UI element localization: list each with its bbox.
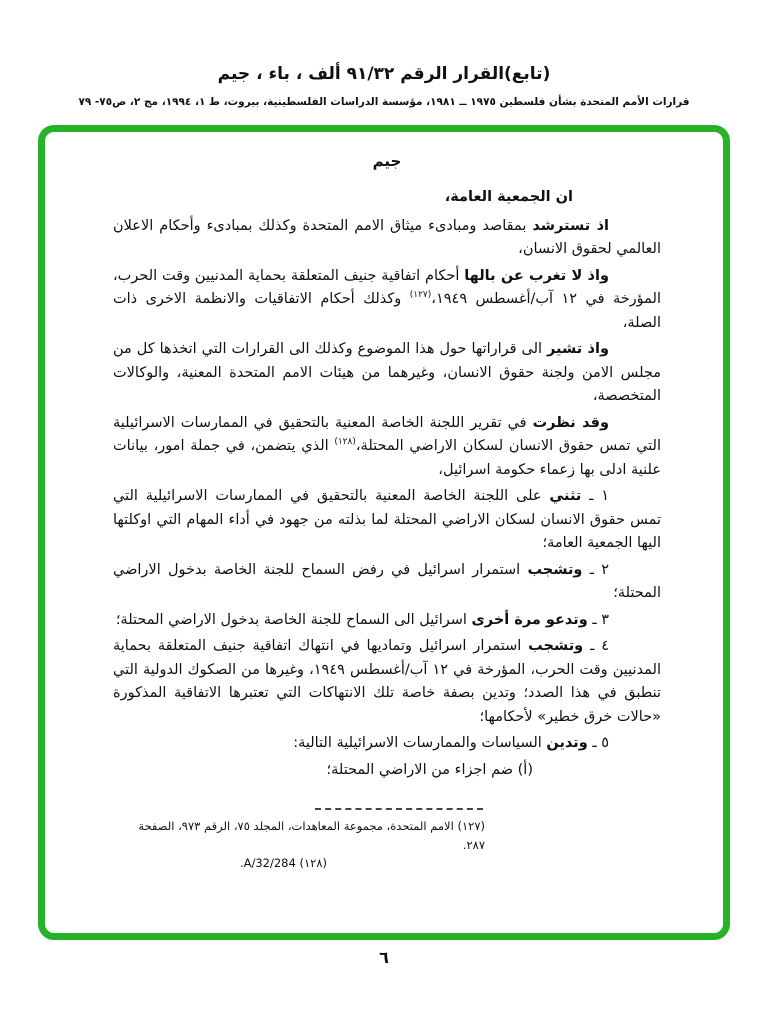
paragraph-lead: وتشجب <box>527 561 583 578</box>
paragraph-lead: اذ تسترشد <box>532 217 610 234</box>
footnote-separator <box>315 808 483 810</box>
paragraph-text: في تقرير اللجنة الخاصة المعنية بالتحقيق في الممارسات الاسرائيلية التي تمس حقوق الانسان لسكان الاراضي المحتلة، <box>113 414 661 454</box>
paragraph <box>113 186 661 210</box>
numbered-paragraph-2 <box>113 559 661 606</box>
paragraph-text: استمرار اسرائيل في رفض السماح للجنة الخاصة بدخول الاراضي المحتلة؛ <box>113 561 661 601</box>
numbered-paragraph-1 <box>113 485 661 556</box>
paragraph-lead: وتشجب <box>528 638 584 654</box>
numbered-paragraph-4 <box>113 635 661 729</box>
sub-item-a: (أ) ضم اجزاء من الاراضي المحتلة؛ <box>326 761 533 778</box>
section-heading: جيم <box>372 152 402 170</box>
paragraph-text: الى قراراتها حول هذا الموضوع وكذلك الى القرارات التي اتخذها كل من مجلس الامن ولجنة حقوق الانسان، وغيرهما من هيئات الامم المتحدة المعنية، والوكالات المتخصصة، <box>113 341 661 404</box>
paragraph-number: ٢ ـ <box>582 561 609 578</box>
paragraph-lead: وتدين <box>546 735 588 751</box>
paragraph-text: على اللجنة الخاصة المعنية بالتحقيق في الممارسات الاسرائيلية التي تمس حقوق الانسان لسكان الاراضي المحتلة لما بذلته من جهود في أداء المهام التي اوكلتها اليها الجمعية العامة؛ <box>113 488 661 551</box>
paragraph-lead: تثني <box>549 488 582 504</box>
footnote-ref-127: (١٢٧) <box>409 290 432 301</box>
paragraph-number: ٣ ـ <box>587 611 609 628</box>
paragraph-lead: وتدعو مرة أخرى <box>471 611 588 628</box>
paragraph-text: الذي يتضمن، في جملة امور، بيانات علنية ادلى بها زعماء حكومة اسرائيل، <box>113 438 661 478</box>
paragraph-lead: واذ لا تغرب عن بالها <box>464 267 609 284</box>
paragraph-text: أحكام اتفاقية جنيف المتعلقة بحماية المدنيين وقت الحرب، المؤرخة في ١٢ آب/أغسطس ١٩٤٩، <box>113 267 661 307</box>
paragraph-text: السياسات والممارسات الاسرائيلية التالية: <box>293 735 547 751</box>
source-citation-line: قرارات الأمم المتحدة بشأن فلسطين ١٩٧٥ ــ ١٩٨١، مؤسسة الدراسات الفلسطينية، بيروت، ط ١، ١٩٩٤، مج ٢، ص٧٥- ٧٩ <box>78 96 690 108</box>
page-number: ٦ <box>379 948 389 967</box>
footnote-128: (١٢٨) A/32/284. <box>239 856 327 870</box>
paragraph-lead: ان الجمعية العامة، <box>444 189 573 205</box>
paragraph-text: استمرار اسرائيل وتماديها في انتهاك اتفاقية جنيف المتعلقة بحماية المدنيين وقت الحرب، المؤرخة في ١٢ آب/أغسطس ١٩٤٩، وغيرها من الصكوك الدولية التي تنطبق في هذا الصدد؛ وتدين بصفة خاصة تلك الانتهاكات التي تعتبرها الاتفاقية المذكورة «حالات خرق خطير» لأحكامها؛ <box>113 638 661 725</box>
paragraph <box>113 215 661 262</box>
paragraph-lead: وقد نظرت <box>532 414 610 431</box>
paragraph-text: اسرائيل الى السماح للجنة الخاصة بدخول الاراضي المحتلة؛ <box>115 611 472 628</box>
paragraph <box>113 265 661 336</box>
highlight-border-box <box>38 125 730 940</box>
paragraph-text: بمقاصد ومبادىء ميثاق الامم المتحدة وكذلك بمبادىء وأحكام الاعلان العالمي لحقوق الانسان، <box>113 217 661 257</box>
footnotes-block <box>113 808 485 873</box>
paragraph <box>113 412 661 483</box>
paragraph-text: وكذلك أحكام الاتفاقيات والانظمة الاخرى ذات الصلة، <box>113 291 661 331</box>
footnote-127: (١٢٧) الامم المتحدة، مجموعة المعاهدات، المجلد ٧٥، الرقم ٩٧٣، الصفحة ٢٨٧. <box>138 819 485 852</box>
paragraph <box>113 338 661 409</box>
footnote-ref-128: (١٢٨) <box>334 437 356 448</box>
paragraph-lead: واذ تشير <box>547 341 609 357</box>
paragraph-number: ٥ ـ <box>587 735 609 751</box>
paragraph-number: ١ ـ <box>581 488 609 504</box>
numbered-paragraph-5 <box>113 732 661 756</box>
page-title: (تابع)القرار الرقم ٩١/٣٢ ألف ، باء ، جيم <box>217 64 551 84</box>
numbered-paragraph-3 <box>113 609 661 633</box>
paragraph-number: ٤ ـ <box>583 638 609 654</box>
